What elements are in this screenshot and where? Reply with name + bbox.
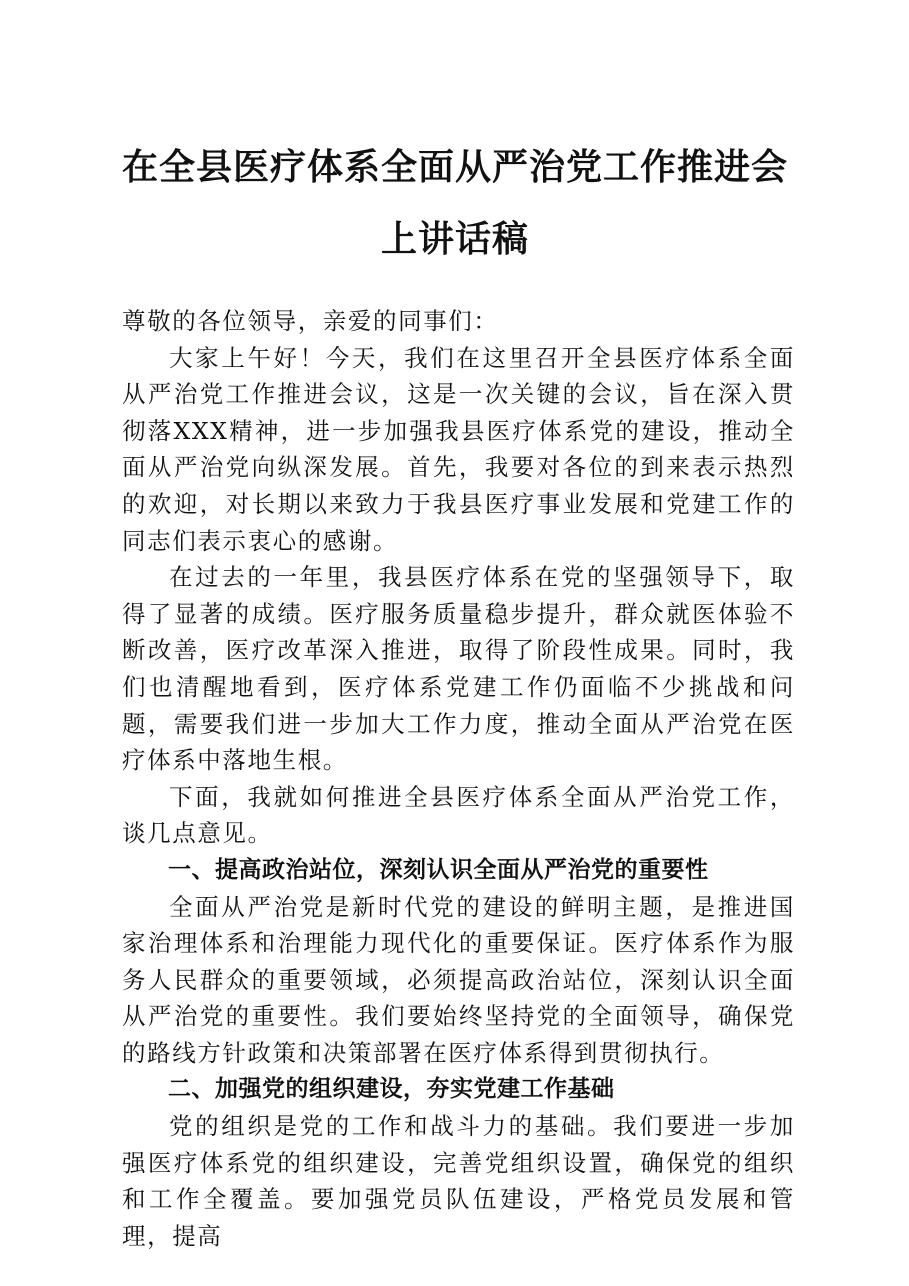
document-body (122, 303, 795, 1254)
paragraph-transition: 下面，我就如何推进全县医疗体系全面从严治党工作，谈几点意见。 (122, 782, 795, 848)
paragraph-review: 在过去的一年里，我县医疗体系在党的坚强领导下，取得了显著的成绩。医疗服务质量稳步提升，群众就医体验不断改善，医疗改革深入推进，取得了阶段性成果。同时，我们也清醒地看到，医疗体系党建工作仍面临不少挑战和问题，需要我们进一步加大工作力度，推动全面从严治党在医疗体系中落地生根。 (122, 563, 795, 775)
document-title: 在全县医疗体系全面从严治党工作推进会上讲话稿 (121, 147, 788, 260)
salutation: 尊敬的各位领导，亲爱的同事们： (122, 307, 499, 335)
section-body-1: 全面从严治党是新时代党的建设的鲜明主题，是推进国家治理体系和治理能力现代化的重要保证。医疗体系作为服务人民群众的重要领域，必须提高政治站位，深刻认识全面从严治党的重要性。我们要始终坚持党的全面领导，确保党的路线方针政策和决策部署在医疗体系得到贯彻执行。 (122, 892, 795, 1067)
section-heading-2: 二、加强党的组织建设，夯实党建工作基础 (168, 1076, 615, 1103)
paragraph-opening: 大家上午好！今天，我们在这里召开全县医疗体系全面从严治党工作推进会议，这是一次关键的会议，旨在深入贯彻落XXX精神，进一步加强我县医疗体系党的建设，推动全面从严治党向纵深发展。首先，我要对各位的到来表示热烈的欢迎，对长期以来致力于我县医疗事业发展和党建工作的同志们表示衷心的感谢。 (122, 343, 795, 555)
section-body-2: 党的组织是党的工作和战斗力的基础。我们要进一步加强医疗体系党的组织建设，完善党组织设置，确保党的组织和工作全覆盖。要加强党员队伍建设，严格党员发展和管理，提高 (122, 1112, 795, 1250)
section-heading-1: 一、提高政治站位，深刻认识全面从严治党的重要性 (168, 856, 709, 883)
